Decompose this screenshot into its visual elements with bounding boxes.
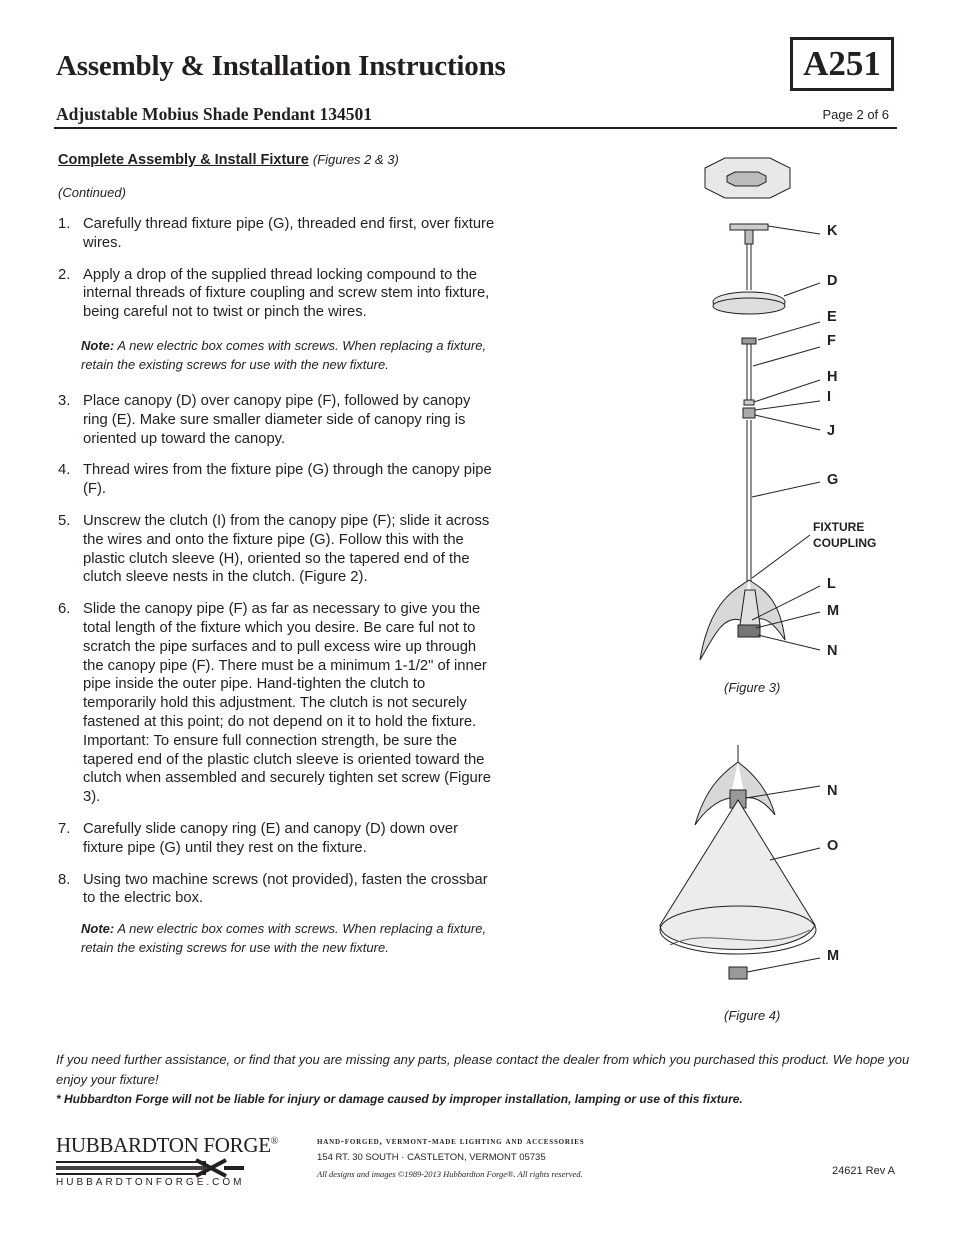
document-number: 24621 Rev A	[832, 1165, 895, 1177]
figure-3-label: D	[827, 273, 838, 289]
brand-name: HUBBARDTON FORGE	[56, 1133, 271, 1157]
steps-list	[58, 215, 498, 908]
brand-logo	[56, 1133, 278, 1183]
step-item	[58, 392, 498, 448]
continued-label: (Continued)	[58, 185, 126, 200]
document-code: A251	[803, 44, 881, 83]
step-text: Unscrew the clutch (I) from the canopy pipe (F); slide it across the wires and onto the fixture pipe (G). Follow this with the plastic clutch sleeve (H), oriented so the tapered end of the clutch sleeve nests in the clutch. (Figure 2).	[83, 512, 490, 586]
website-link[interactable]: HUBBARDTONFORGE.COM	[56, 1177, 245, 1188]
figure-3-illustration	[690, 150, 820, 670]
figure-3-caption: (Figure 3)	[724, 680, 781, 695]
step-item	[58, 820, 498, 858]
fixture-coupling-label	[813, 519, 876, 551]
help-text: If you need further assistance, or find that you are missing any parts, please contact the dealer from which you purchased this product. We hope you enjoy your fixture!	[56, 1052, 910, 1087]
liability-disclaimer: * Hubbardton Forge will not be liable for injury or damage caused by improper installation, lamping or use of this fixture.	[56, 1092, 743, 1106]
step-number: 2.	[58, 266, 71, 283]
step-text: Using two machine screws (not provided), fasten the crossbar to the electric box.	[83, 871, 488, 907]
note-text: A new electric box comes with screws. When replacing a fixture, retain the existing screws for use with the new fixture.	[81, 338, 487, 372]
step-text: Thread wires from the fixture pipe (G) through the canopy pipe (F).	[83, 462, 492, 498]
figure-4-caption: (Figure 4)	[724, 1008, 781, 1023]
step-number: 4.	[58, 462, 71, 479]
step-number: 8.	[58, 871, 71, 888]
figure-3-label: L	[827, 576, 836, 592]
figure-3-label: E	[827, 309, 837, 325]
note-text: A new electric box comes with screws. When replacing a fixture, retain the existing screws for use with the new fixture.	[81, 921, 487, 955]
step-text: Carefully slide canopy ring (E) and canopy (D) down over fixture pipe (G) until they rest on the fixture.	[83, 820, 459, 856]
fixture-coupling-line-2: COUPLING	[813, 536, 877, 550]
step-number: 5.	[58, 512, 71, 529]
section-figures-ref: (Figures 2 & 3)	[312, 152, 399, 167]
page-title: Assembly & Installation Instructions	[56, 50, 506, 82]
figure-3-label: N	[827, 643, 838, 659]
note-2	[81, 919, 501, 957]
forge-bar-icon	[56, 1158, 246, 1178]
step-item	[58, 871, 498, 909]
figure-4-illustration	[645, 740, 825, 990]
step-number: 6.	[58, 601, 71, 618]
note-1	[81, 336, 501, 374]
section-title: Complete Assembly & Install Fixture	[58, 152, 309, 168]
figure-3-label: G	[827, 472, 839, 488]
step-text: Carefully thread fixture pipe (G), threaded end first, over fixture wires.	[83, 216, 495, 251]
step-item	[58, 215, 498, 253]
step-item	[58, 512, 498, 587]
figure-4-label: O	[827, 838, 839, 854]
step-item	[58, 461, 498, 499]
company-tagline: hand-forged, vermont-made lighting and accessories	[317, 1137, 585, 1147]
section-heading	[58, 152, 399, 168]
step-text: Slide the canopy pipe (F) as far as necessary to give you the total length of the fixture which you desire. Be care ful not to scratch the pipe surfaces and to pull excess wire up through the canopy pipe (F). There must be a minimum 1-1/2" of inner pipe inside the outer pipe. Hand-tighten the clutch to temporarily hold this adjustment. The clutch is not securely fastened at this point; do not depend on it to hold the fixture. Important: To ensure full connection strength, be sure the tapered end of the plastic clutch sleeve is oriented toward the clutch when assembled and securely tighten set screw (Figure 3).	[83, 601, 491, 806]
figure-3-label: M	[827, 603, 840, 619]
brand-logo-wordmark	[56, 1133, 278, 1158]
figure-4-label: N	[827, 783, 838, 799]
step-text: Place canopy (D) over canopy pipe (F), followed by canopy ring (E). Make sure smaller diameter side of canopy ring is oriented up toward the canopy.	[83, 392, 471, 447]
step-number: 3.	[58, 392, 71, 409]
copyright-notice: All designs and images ©1989-2013 Hubbardton Forge®. All rights reserved.	[317, 1169, 583, 1179]
step-item	[58, 266, 498, 322]
registered-mark: ®	[270, 1136, 279, 1147]
figure-3-label: I	[827, 389, 832, 405]
header-rule	[54, 127, 897, 129]
company-address: 154 RT. 30 SOUTH · CASTLETON, VERMONT 05735	[317, 1152, 546, 1163]
figure-4-label: M	[827, 948, 840, 964]
step-number: 7.	[58, 820, 71, 837]
page-number: Page 2 of 6	[822, 107, 889, 122]
figure-3-label: J	[827, 423, 836, 439]
note-label: Note:	[81, 921, 115, 936]
note-label: Note:	[81, 338, 115, 353]
fixture-coupling-line-1: FIXTURE	[813, 520, 865, 534]
figure-3-label: K	[827, 223, 838, 239]
document-code-box	[790, 37, 894, 91]
figure-3-label: H	[827, 369, 838, 385]
step-item	[58, 600, 498, 807]
product-subtitle: Adjustable Mobius Shade Pendant 134501	[56, 104, 373, 124]
step-number: 1.	[58, 216, 71, 232]
figure-3-label: F	[827, 333, 836, 349]
step-text: Apply a drop of the supplied thread locking compound to the internal threads of fixture coupling and screw stem into fixture, being careful not to twist or pinch the wires.	[83, 266, 490, 321]
